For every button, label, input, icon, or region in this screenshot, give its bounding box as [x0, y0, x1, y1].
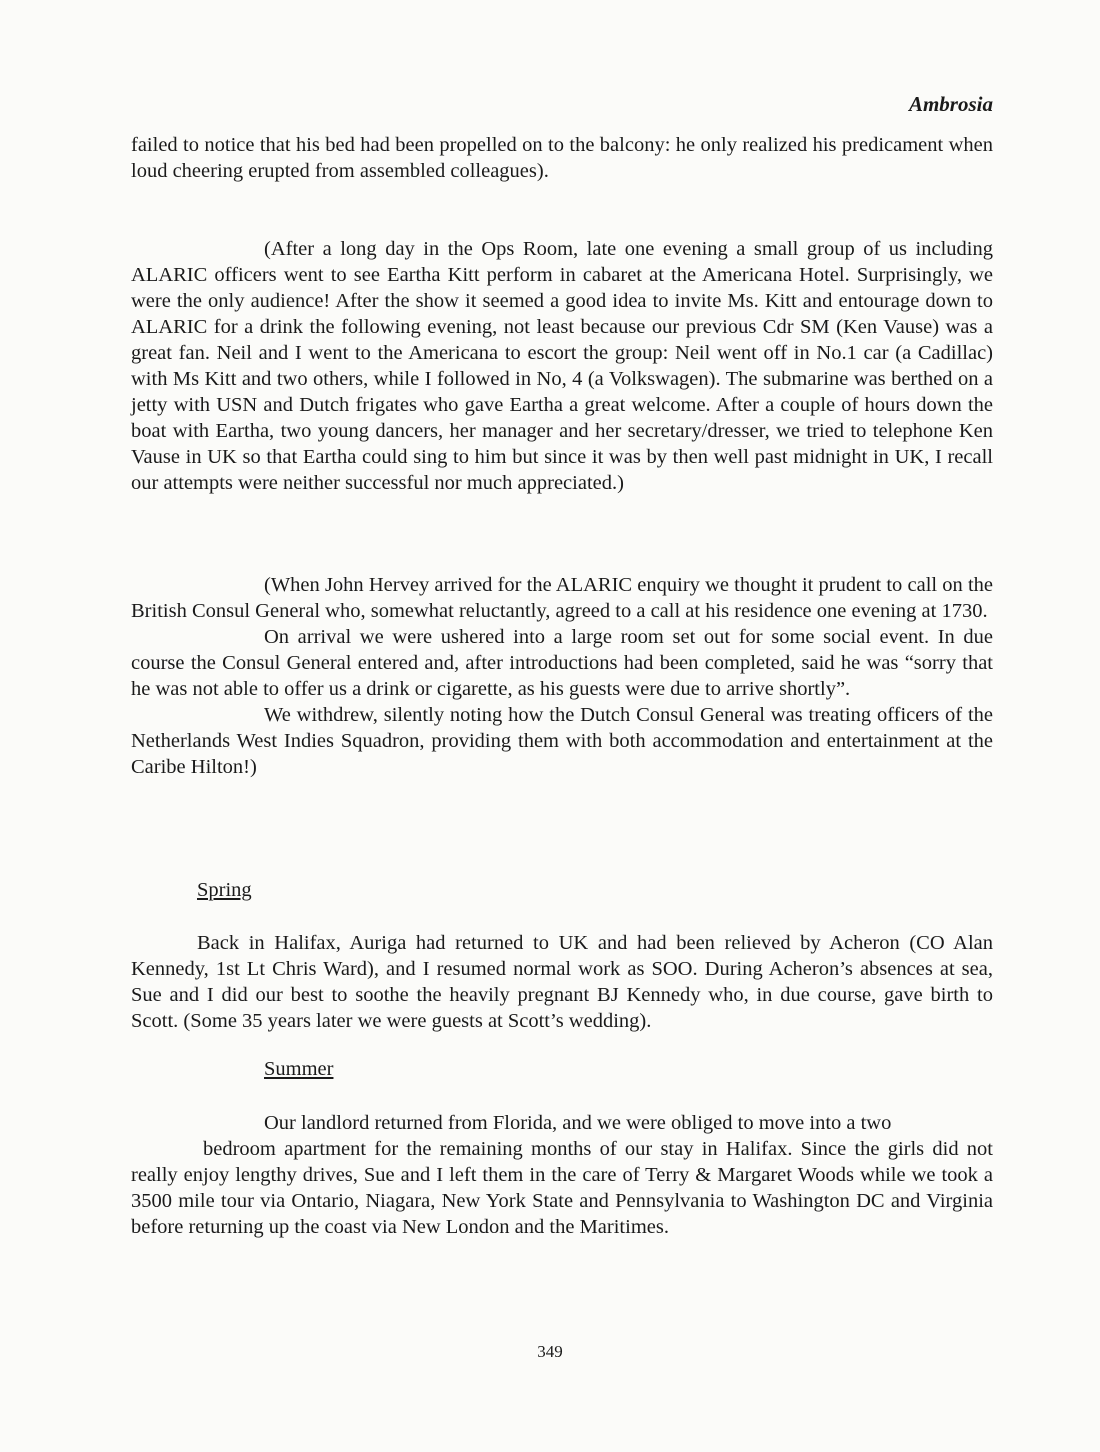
paragraph-text: Back in Halifax, Auriga had returned to UK and had been relieved by Acheron (CO Alan Kennedy, 1st Lt Chris Ward), and I resumed normal work as SOO. During Acheron’s absences at sea, Sue and I did our best to soothe the heavily pregnant BJ Kennedy who, in due course, gave birth to Scott. (Some 35 years later we were guests at Scott’s wedding). — [131, 932, 993, 1032]
paragraph-text: On arrival we were ushered into a large room set out for some social event. In due course the Consul General entered and, after introductions had been completed, said he was “sorry that he was not able to offer us a drink or cigarette, as his guests were due to arrive shortly”. — [131, 626, 993, 700]
paragraph-text: Our landlord returned from Florida, and we were obliged to move into a two — [264, 1112, 892, 1134]
running-header: Ambrosia — [908, 92, 993, 116]
paragraph-consul-visit — [131, 572, 993, 780]
paragraph-spring — [131, 930, 993, 1034]
paragraph-text: (After a long day in the Ops Room, late one evening a small group of us including ALARIC officers went to see Eartha Kitt perform in cabaret at the Americana Hotel. Surprisingly, we were the only audience! After the show it seemed a good idea to invite Ms. Kitt and entourage down to ALARIC for a drink the following evening, not least because our previous Cdr SM (Ken Vause) was a great fan. Neil and I went to the Americana to escort the group: Neil went off in No.1 car (a Cadillac) with Ms Kitt and two others, while I followed in No, 4 (a Volkswagen). The submarine was berthed on a jetty with USN and Dutch frigates who gave Eartha a great welcome. After a couple of hours down the boat with Eartha, two young dancers, her manager and her secretary/dresser, we tried to telephone Ken Vause in UK so that Eartha could sing to him but since it was by then well past midnight in UK, I recall our attempts were neither successful nor much appreciated.) — [131, 238, 993, 494]
paragraph-eartha-kitt — [131, 236, 993, 496]
paragraph-continuation — [131, 132, 993, 184]
paragraph-text: We withdrew, silently noting how the Dutch Consul General was treating officers of the Netherlands West Indies Squadron, providing them with both accommodation and entertainment at the Caribe Hilton!) — [131, 704, 993, 778]
paragraph-summer — [131, 1110, 993, 1240]
page-number: 349 — [537, 1342, 563, 1361]
section-heading-spring: Spring — [197, 879, 252, 901]
paragraph-text: failed to notice that his bed had been propelled on to the balcony: he only realized his predicament when loud cheering erupted from assembled colleagues). — [131, 134, 993, 182]
paragraph-text: (When John Hervey arrived for the ALARIC enquiry we thought it prudent to call on the British Consul General who, somewhat reluctantly, agreed to a call at his residence one evening at 1730. — [131, 574, 993, 622]
paragraph-text: bedroom apartment for the remaining months of our stay in Halifax. Since the girls did not really enjoy lengthy drives, Sue and I left them in the care of Terry & Margaret Woods while we took a 3500 mile tour via Ontario, Niagara, New York State and Pennsylvania to Washington DC and Virginia before returning up the coast via New London and the Maritimes. — [131, 1138, 993, 1238]
section-heading-summer: Summer — [264, 1058, 334, 1080]
